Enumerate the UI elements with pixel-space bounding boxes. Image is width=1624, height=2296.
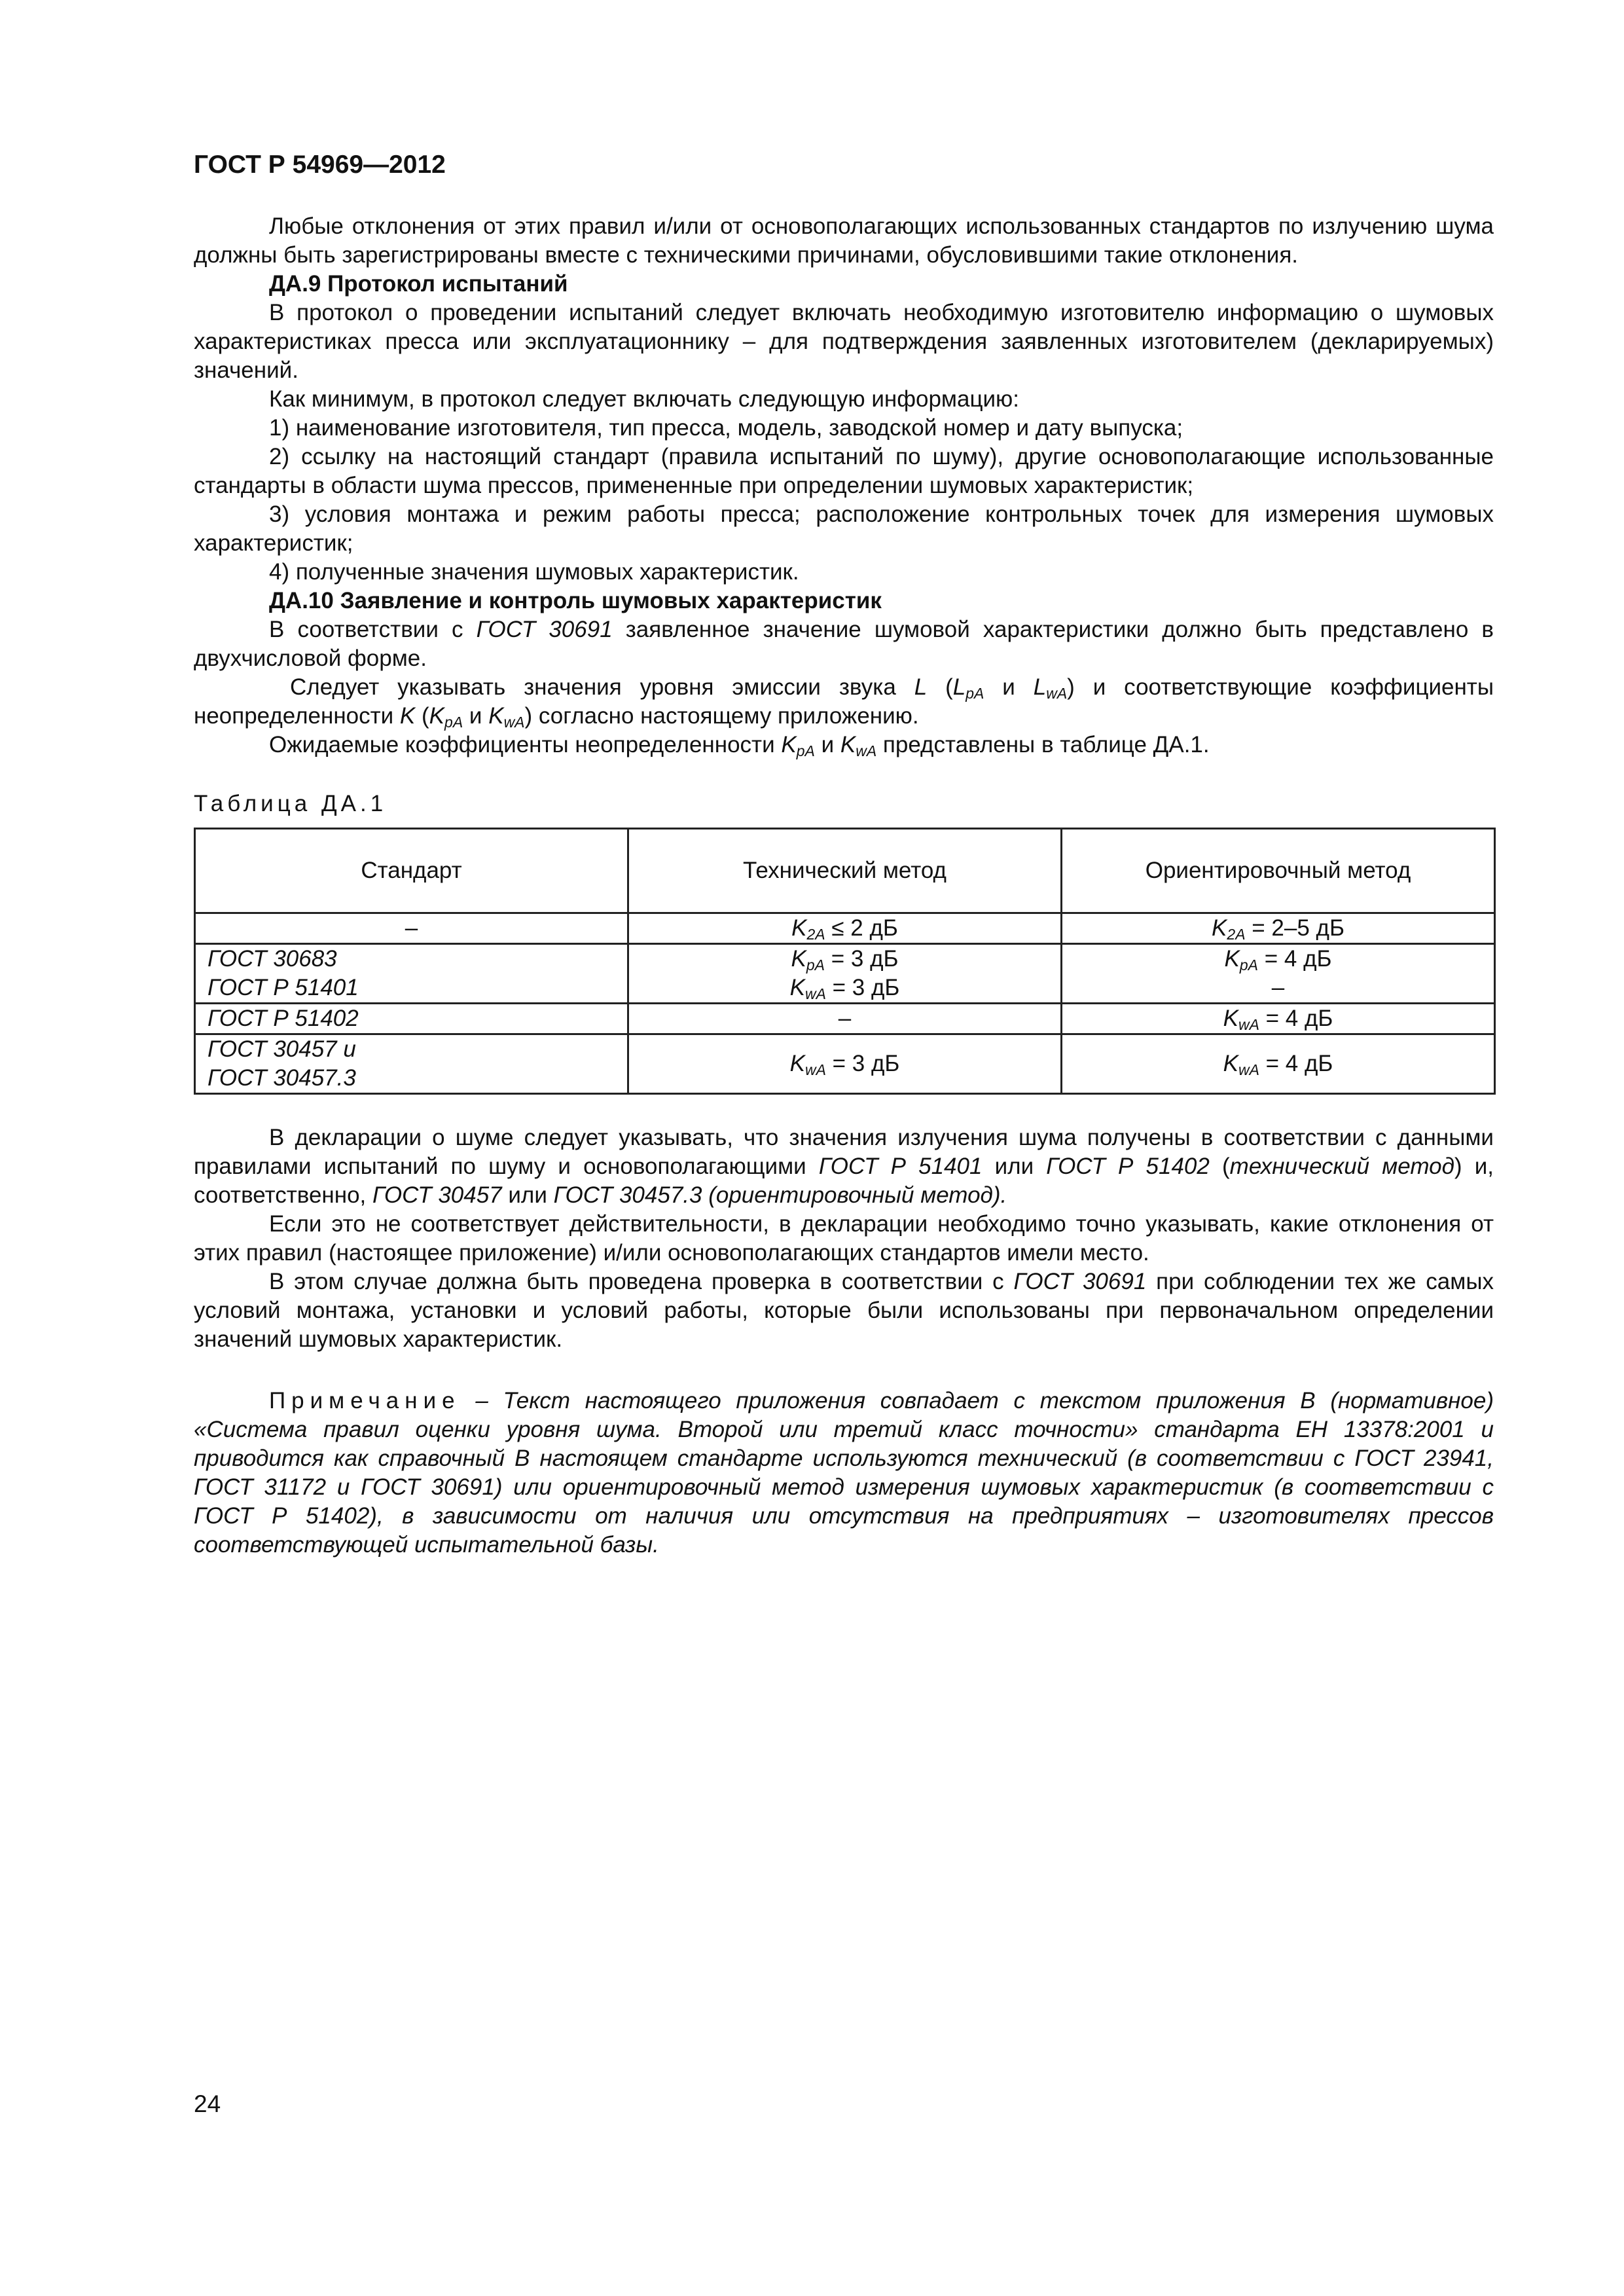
declaration-paragraph-3: В этом случае должна быть проведена проверка в соответствии с ГОСТ 30691 при соблюдении тех же самых условий монтажа, установки и условий работы, которые были использованы при первоначальном определении значений шумовых характеристик. <box>194 1269 1494 1352</box>
table-cell: $K_{wA} = 3$ дБ <box>628 1034 1062 1094</box>
document-header: ГОСТ Р 54969—2012 <box>194 151 446 179</box>
table-cell: $K_{pA} = 3$ дБ $K_{wA} = 3$ дБ <box>628 944 1062 1004</box>
table-cell: ГОСТ 30683 ГОСТ Р 51401 <box>195 944 628 1004</box>
section-heading-da10: ДА.10 Заявление и контроль шумовых характеристик <box>269 588 882 613</box>
table-cell: – <box>195 913 628 944</box>
table-cell: ГОСТ Р 51402 <box>195 1004 628 1034</box>
da9-paragraph-1: В протокол о проведении испытаний следует включать необходимую изготовителю информацию о шумовых характеристиках пресса или эксплуатационнику – для подтверждения заявленных изготовителем (декларируемых) значений. <box>194 300 1494 383</box>
page-number: 24 <box>194 2090 221 2117</box>
da10-paragraph-1: В соответствии с ГОСТ 30691 заявленное значение шумовой характеристики должно быть представлено в двухчисловой форме. <box>194 617 1494 671</box>
table-cell: $K_{wA} = 4$ дБ <box>1062 1004 1495 1034</box>
list-item: 2) ссылку на настоящий стандарт (правила испытаний по шуму), другие основополагающие использованные стандарты в области шума прессов, примененные при определении шумовых характеристик; <box>194 444 1494 498</box>
table-cell: ГОСТ 30457 и ГОСТ 30457.3 <box>195 1034 628 1094</box>
coefficient-table <box>194 828 1496 1095</box>
standard-reference: ГОСТ 30691 <box>476 617 613 642</box>
list-item: 1) наименование изготовителя, тип пресса, модель, заводской номер и дату выпуска; <box>269 415 1183 441</box>
declaration-paragraph-2: Если это не соответствует действительности, в декларации необходимо точно указывать, какие отклонения от этих правил (настоящее приложение) и/или основополагающих стандартов имели место. <box>194 1211 1494 1266</box>
intro-paragraph: Любые отклонения от этих правил и/или от основополагающих использованных стандартов по излучению шума должны быть зарегистрированы вместе с техническими причинами, обусловившими такие отклонения. <box>194 213 1494 268</box>
note-label: Примечание <box>269 1388 461 1413</box>
table-row <box>195 944 1495 1004</box>
table-cell: – <box>628 1004 1062 1034</box>
table-cell: $K_{pA} = 4$ дБ – <box>1062 944 1495 1004</box>
table-header-cell: Стандарт <box>195 829 628 913</box>
document-page <box>194 151 1494 1559</box>
da10-paragraph-2: Следует указывать значения уровня эмиссии звука L ($L_{pA}$ и $L_{wA}$) и соответствующие коэффициенты неопределенности K ($K_{pA}$ и $K_{wA}$) согласно настоящему приложению. <box>194 674 1494 731</box>
table-cell: $K_{wA} = 4$ дБ <box>1062 1034 1495 1094</box>
da10-paragraph-3: Ожидаемые коэффициенты неопределенности $K_{pA}$ и $K_{wA}$ представлены в таблице ДА.1. <box>269 732 1210 759</box>
table-cell: $K_{2A} \le 2$ дБ <box>628 913 1062 944</box>
table-row <box>195 1004 1495 1034</box>
table-header-cell: Ориентировочный метод <box>1062 829 1495 913</box>
table-row <box>195 1034 1495 1094</box>
list-item: 4) полученные значения шумовых характеристик. <box>269 559 799 585</box>
table-header-row <box>195 829 1495 913</box>
da9-paragraph-2: Как минимум, в протокол следует включать следующую информацию: <box>269 386 1020 412</box>
table-cell: $K_{2A} = 2-5$ дБ <box>1062 913 1495 944</box>
note-paragraph: Примечание – Текст настоящего приложения совпадает с текстом приложения В (нормативное) «Система правил оценки уровня шума. Второй или третий класс точности» стандарта ЕН 13378:2001 и приводится как справочный В настоящем стандарте используются технический (в соответствии с ГОСТ 23941, ГОСТ 31172 и ГОСТ 30691) или ориентировочный метод измерения шумовых характеристик (в соответствии с ГОСТ Р 51402), в зависимости от наличия или отсутствия на предприятиях – изготовителях прессов соответствующей испытательной базы. <box>194 1388 1494 1558</box>
table-row <box>195 913 1495 944</box>
table-header-cell: Технический метод <box>628 829 1062 913</box>
list-item: 3) условия монтажа и режим работы пресса; расположение контрольных точек для измерения шумовых характеристик; <box>194 501 1494 556</box>
section-heading-da9: ДА.9 Протокол испытаний <box>269 271 568 297</box>
table-caption: Таблица ДА.1 <box>194 791 388 816</box>
declaration-paragraph-1: В декларации о шуме следует указывать, что значения излучения шума получены в соответствии с данными правилами испытаний по шуму и основополагающими ГОСТ Р 51401 или ГОСТ Р 51402 (технический метод) и, соответственно, ГОСТ 30457 или ГОСТ 30457.3 (ориентировочный метод). <box>194 1125 1494 1208</box>
